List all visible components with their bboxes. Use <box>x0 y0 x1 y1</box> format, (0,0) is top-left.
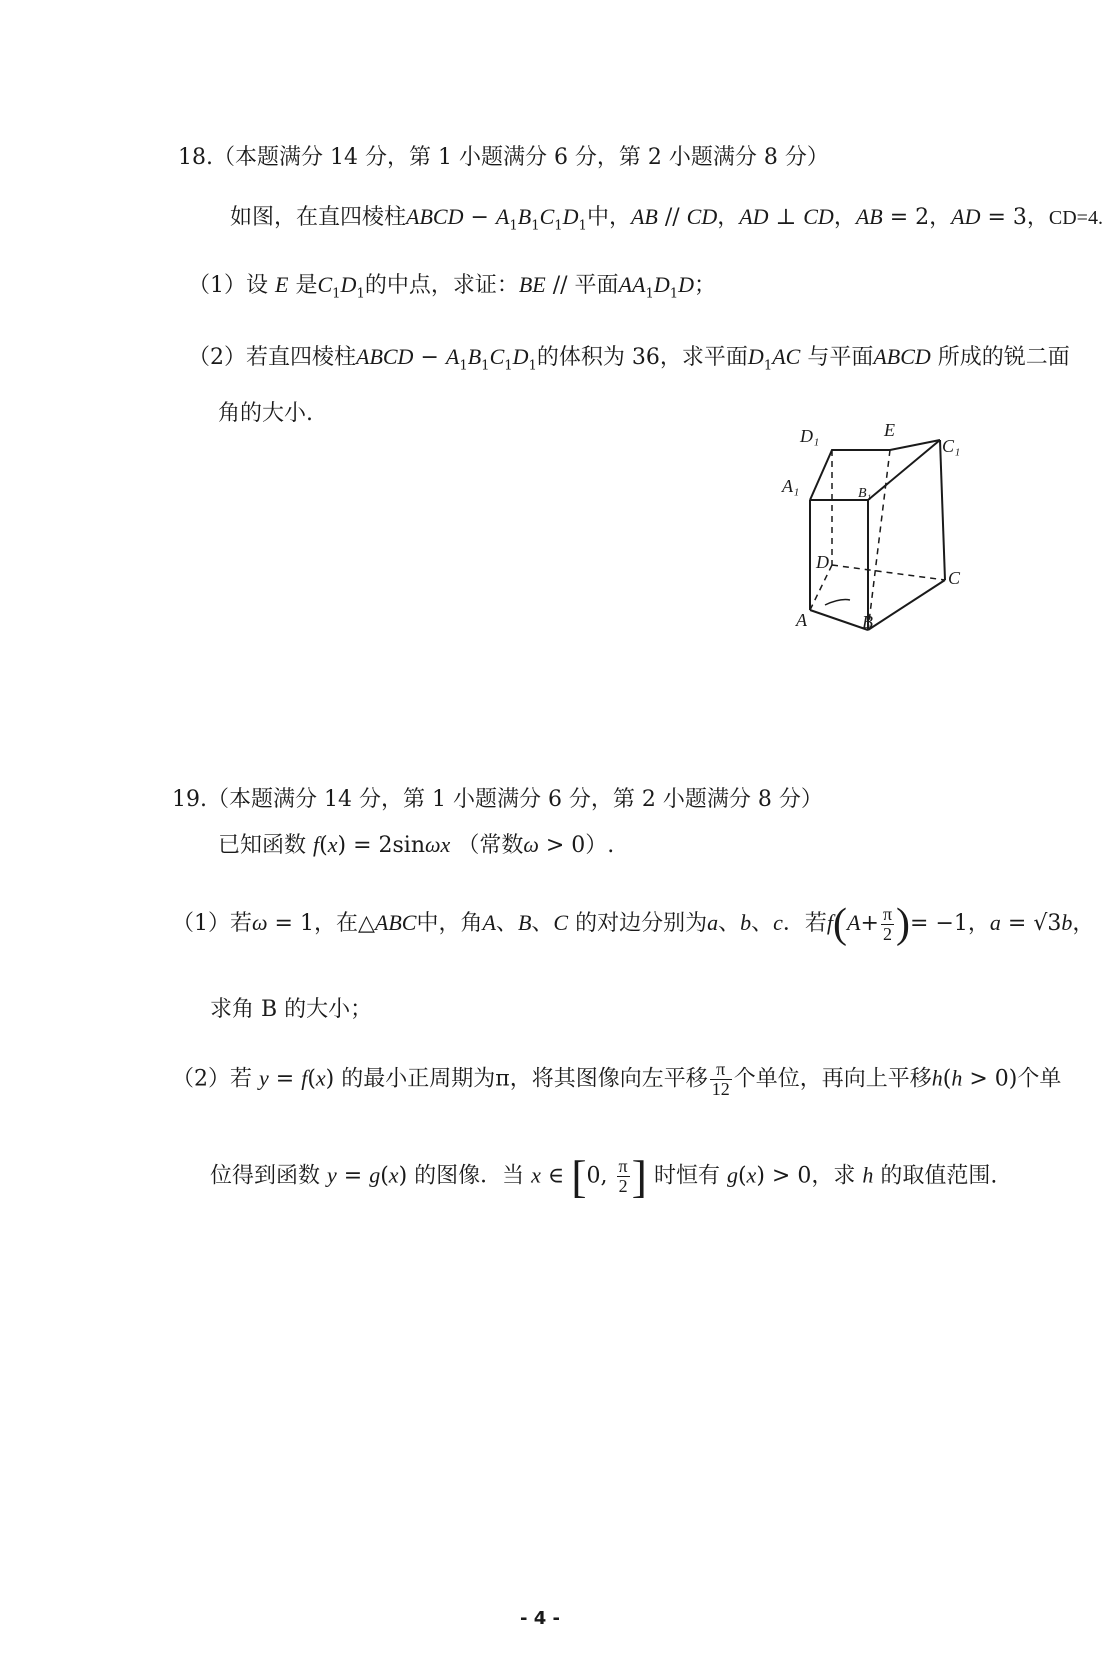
label-d: D <box>816 552 829 572</box>
q19-part2-line2: 位得到函数 y = g(x) 的图像．当 x ∈ [0, $\frac{\pi}{2}$ ] 时恒有 g(x) > 0，求 h 的取值范围. <box>210 1151 998 1202</box>
label-d1: D₁ <box>800 426 820 446</box>
label-a: A <box>796 610 807 630</box>
prism-diagram <box>810 440 1000 650</box>
q18-intro: 如图，在直四棱柱ABCD − $A_1B_1C_1D_1$中，AB // CD，AD ⊥ CD，AB = 2，AD = 3，CD=4. <box>230 204 1103 234</box>
edge-be-hidden <box>868 450 890 630</box>
label-c: C <box>948 568 961 588</box>
q19-header: 19.（本题满分 14 分，第 1 小题满分 6 分，第 2 小题满分 8 分） <box>172 787 823 812</box>
q19-intro: 已知函数 f(x) = 2sinωx （常数ω > 0）. <box>218 832 615 858</box>
q18-header: 18.（本题满分 14 分，第 1 小题满分 6 分，第 2 小题满分 8 分） <box>178 145 829 170</box>
prism-figure <box>782 420 1000 654</box>
edge-dc-hidden <box>832 565 945 580</box>
label-c1: C₁ <box>942 436 961 456</box>
label-b1: B₁ <box>858 486 872 501</box>
q19-part2: （2）若 y = f(x) 的最小正周期为π，将其图像向左平移 $\frac{\pi}{12}$ 个单位，再向上平移h(h > 0)个单 <box>172 1059 1062 1099</box>
q19-part1-line2: 求角 B 的大小； <box>210 997 373 1022</box>
q18-part1: （1）设 E 是$C_1D_1$的中点，求证：BE // 平面$AA_1D_1D$； <box>188 272 717 302</box>
edge-bc <box>868 580 945 630</box>
pencil-mark <box>825 600 850 605</box>
q18-part2: （2）若直四棱柱ABCD − $A_1B_1C_1D_1$的体积为 36，求平面$D_1AC$ 与平面ABCD 所成的锐二面 <box>188 344 1070 374</box>
label-b: B <box>862 612 873 632</box>
edge-cc1 <box>940 440 945 580</box>
edge-ab <box>810 610 868 630</box>
label-a1: A₁ <box>782 476 800 496</box>
q19-part1: （1）若ω = 1，在△ABC中，角A、B、C 的对边分别为a、b、c．若f(A+ $\frac{\pi}{2}$ )= −1，a = √3b， <box>172 901 1095 947</box>
page-number: - 4 - <box>520 1608 560 1629</box>
label-e: E <box>884 420 895 440</box>
edge-top <box>810 440 940 500</box>
q18-part2-line2: 角的大小. <box>218 401 313 426</box>
